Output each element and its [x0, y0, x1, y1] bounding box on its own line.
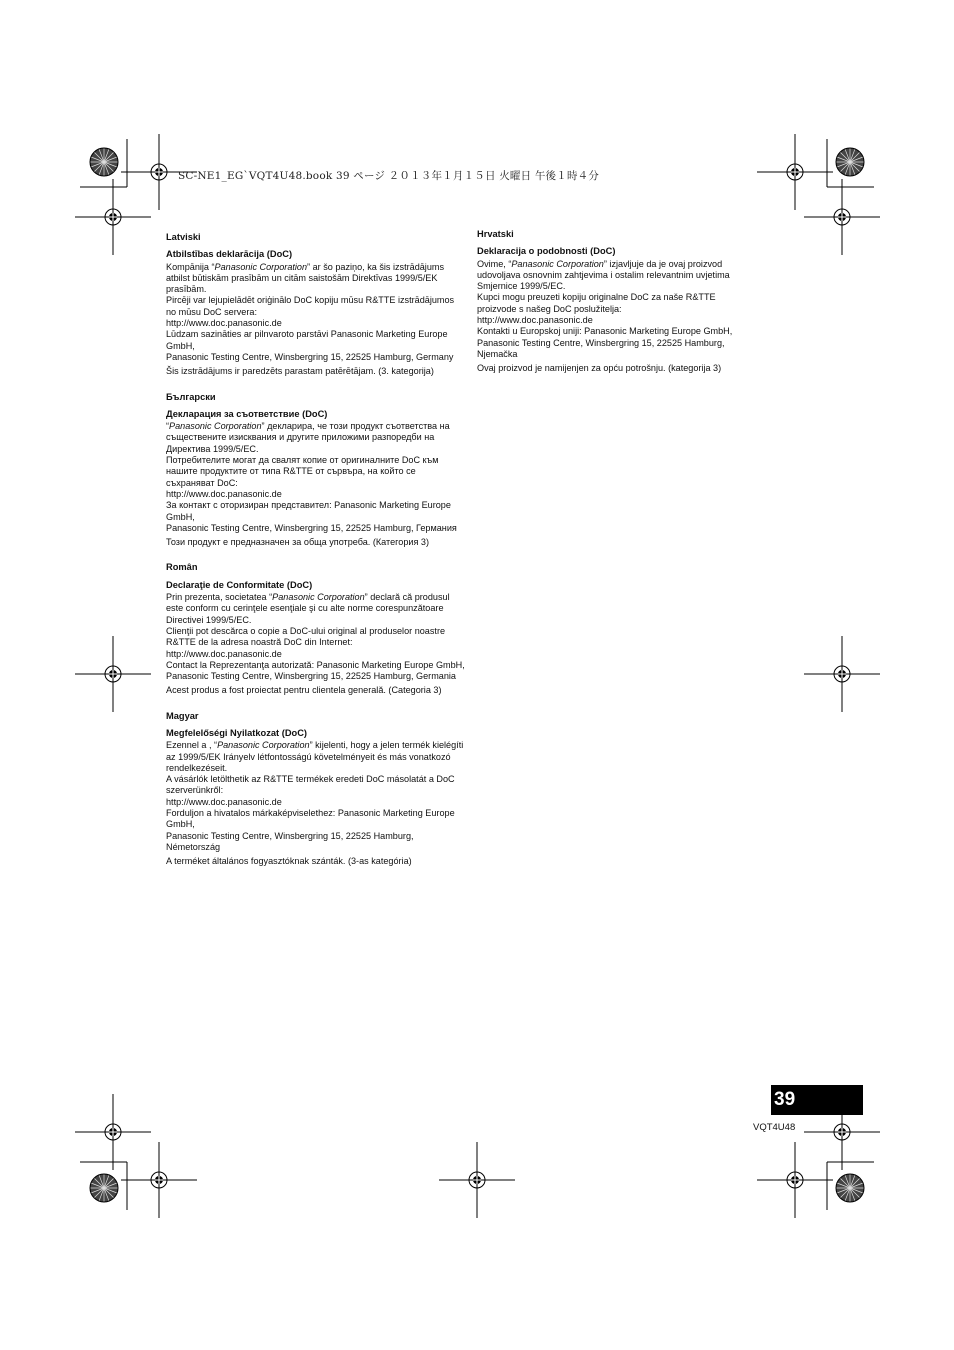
paragraph-text: Panasonic Testing Centre, Winsbergring 15, 22525 Hamburg, Германия	[166, 522, 457, 533]
paragraph-text: http://www.doc.panasonic.de	[166, 488, 282, 499]
section-category: Acest produs a fost proiectat pentru clientela generală. (Categoria 3)	[166, 685, 442, 696]
section-paragraph	[166, 262, 466, 296]
doc-section-0	[166, 232, 466, 378]
paragraph-text: ” declară că produsul este conform cu cerinţele esenţiale şi cu alte norme corespunzătoare Directivei 1999/5/EC.	[166, 592, 450, 625]
file-header-line: SC-NE1_EG`VQT4U48.book 39 ページ ２０１３年１月１５日 火曜日 午後１時４分	[178, 170, 600, 182]
paragraph-text: Clienţii pot descărca o copie a DoC-ului original al produselor noastre R&TTE de la adresa noastră DoC din Internet:	[166, 625, 446, 648]
paragraph-text: ” декларира, че този продукт съответства на съществените изисквания и другите приложими разпоредби на Директива 1999/5/ЕС.	[166, 421, 450, 454]
paragraph-text: Ovime, “	[477, 258, 512, 269]
section-language: Български	[166, 391, 216, 402]
section-paragraph	[166, 295, 466, 318]
section-category: Šis izstrādājums ir paredzēts parastam patērētājam. (3. kategorija)	[166, 366, 434, 377]
paragraph-text: Kupci mogu preuzeti kopiju originalne DoC za naše R&TTE proizvode s našeg DoC poslužitelja:	[477, 292, 716, 314]
paragraph-text: ” izjavljuje da je ovaj proizvod udovoljava osnovnim zahtjevima i ostalim relevantnim uvjetima Smjernice 1999/5/EC.	[477, 258, 730, 292]
doc-section-0	[477, 229, 757, 375]
section-paragraph	[166, 740, 466, 774]
section-paragraph	[477, 292, 757, 315]
section-category: A terméket általános fogyasztóknak szánták. (3-as kategória)	[166, 856, 412, 867]
section-paragraph	[166, 455, 466, 489]
paragraph-text: Kontakti u Europskoj uniji: Panasonic Marketing Europe GmbH, Panasonic Testing Centre, Winsbergring 15, 22525 Hamburg, Njemačka	[477, 326, 733, 359]
left-column	[166, 232, 466, 882]
section-paragraph	[166, 626, 466, 649]
company-name: Panasonic Corporation	[217, 740, 310, 751]
doc-section-2	[166, 562, 466, 696]
paragraph-text: http://www.doc.panasonic.de	[166, 648, 282, 659]
section-title: Megfelelőségi Nyilatkozat (DoC)	[166, 727, 308, 738]
page-number-box	[771, 1085, 863, 1115]
section-paragraph	[477, 315, 757, 326]
paragraph-text: Contact la Reprezentanţa autorizată: Panasonic Marketing Europe GmbH,	[166, 659, 465, 670]
section-paragraph	[477, 326, 757, 360]
paragraph-text: http://www.doc.panasonic.de	[477, 315, 593, 326]
paragraph-text: “	[166, 421, 170, 432]
section-paragraph	[166, 660, 466, 671]
section-language: Hrvatski	[477, 229, 514, 239]
right-column	[477, 229, 757, 389]
company-name: Panasonic Corporation	[272, 592, 365, 603]
paragraph-text: За контакт с оторизиран представител: Panasonic Marketing Europe GmbH,	[166, 500, 451, 522]
section-paragraph	[166, 808, 466, 831]
section-language: Român	[166, 562, 198, 573]
paragraph-text: http://www.doc.panasonic.de	[166, 796, 282, 807]
section-paragraph	[477, 259, 757, 293]
section-title: Declaraţie de Conformitate (DoC)	[166, 579, 313, 590]
doc-section-1	[166, 392, 466, 549]
section-paragraph	[166, 352, 466, 363]
paragraph-text: Prin prezenta, societatea “	[166, 592, 273, 603]
section-paragraph	[166, 500, 466, 523]
paragraph-text: http://www.doc.panasonic.de	[166, 318, 282, 329]
section-paragraph	[166, 671, 466, 682]
paragraph-text: Lūdzam sazināties ar pilnvaroto parstāvi Panasonic Marketing Europe GmbH,	[166, 329, 448, 351]
paragraph-text: Panasonic Testing Centre, Winsbergring 15, 22525 Hamburg, Germania	[166, 671, 456, 682]
company-name: Panasonic Corporation	[214, 261, 308, 272]
section-paragraph	[166, 649, 466, 660]
paragraph-text: A vásárlók letölthetik az R&TTE termékek eredeti DoC másolatát a DoC szerverünkről:	[166, 774, 455, 796]
section-title: Декларация за съответствие (DoC)	[166, 408, 328, 419]
section-paragraph	[166, 523, 466, 534]
paragraph-text: Panasonic Testing Centre, Winsbergring 15, 22525 Hamburg, Németország	[166, 830, 414, 852]
section-paragraph	[166, 797, 466, 808]
section-paragraph	[166, 329, 466, 352]
section-paragraph	[166, 421, 466, 455]
paragraph-text: Pircēji var lejupielādēt oriģinālo DoC kopiju mūsu R&TTE izstrādājumos no mūsu DoC servera:	[166, 295, 455, 317]
section-title: Deklaracija o podobnosti (DoC)	[477, 246, 616, 257]
section-title: Atbilstības deklarācija (DoC)	[166, 249, 293, 260]
doc-section-3	[166, 711, 466, 868]
paragraph-text: Panasonic Testing Centre, Winsbergring 15, 22525 Hamburg, Germany	[166, 351, 454, 362]
paragraph-text: Потребителите могат да свалят копие от оригиналните DoC към нашите продуктите от типа R&TTE от сървъра, на който се съхраняват DoC:	[166, 455, 439, 488]
section-paragraph	[166, 592, 466, 626]
section-paragraph	[166, 774, 466, 797]
paragraph-text: Ezennel a , “	[166, 740, 218, 751]
section-category: Този продукт е предназначен за обща употреба. (Категория 3)	[166, 537, 429, 548]
paragraph-text: ” kijelenti, hogy a jelen termék kielégíti az 1999/5/EK Irányelv létfontosságú követelményeit és más vonatkozó rendelkezéseit.	[166, 740, 464, 773]
document-code: VQT4U48	[753, 1122, 796, 1133]
page-number: 39	[774, 1089, 796, 1110]
section-language: Latviski	[166, 232, 201, 242]
section-paragraph	[166, 318, 466, 329]
paragraph-text: Forduljon a hivatalos márkaképviselethez: Panasonic Marketing Europe GmbH,	[166, 808, 455, 830]
section-paragraph	[166, 831, 466, 854]
section-paragraph	[166, 489, 466, 500]
paragraph-text: Kompānija “	[166, 261, 215, 272]
section-language: Magyar	[166, 710, 199, 721]
company-name: Panasonic Corporation	[169, 421, 262, 432]
paragraph-text: ” ar šo paziņo, ka šis izstrādājums atbilst būtiskām prasībām un citām saistošām Direktīvas 1999/5/EK prasībām.	[166, 261, 445, 295]
company-name: Panasonic Corporation	[511, 258, 604, 269]
section-category: Ovaj proizvod je namijenjen za opću potrošnju. (kategorija 3)	[477, 363, 722, 374]
